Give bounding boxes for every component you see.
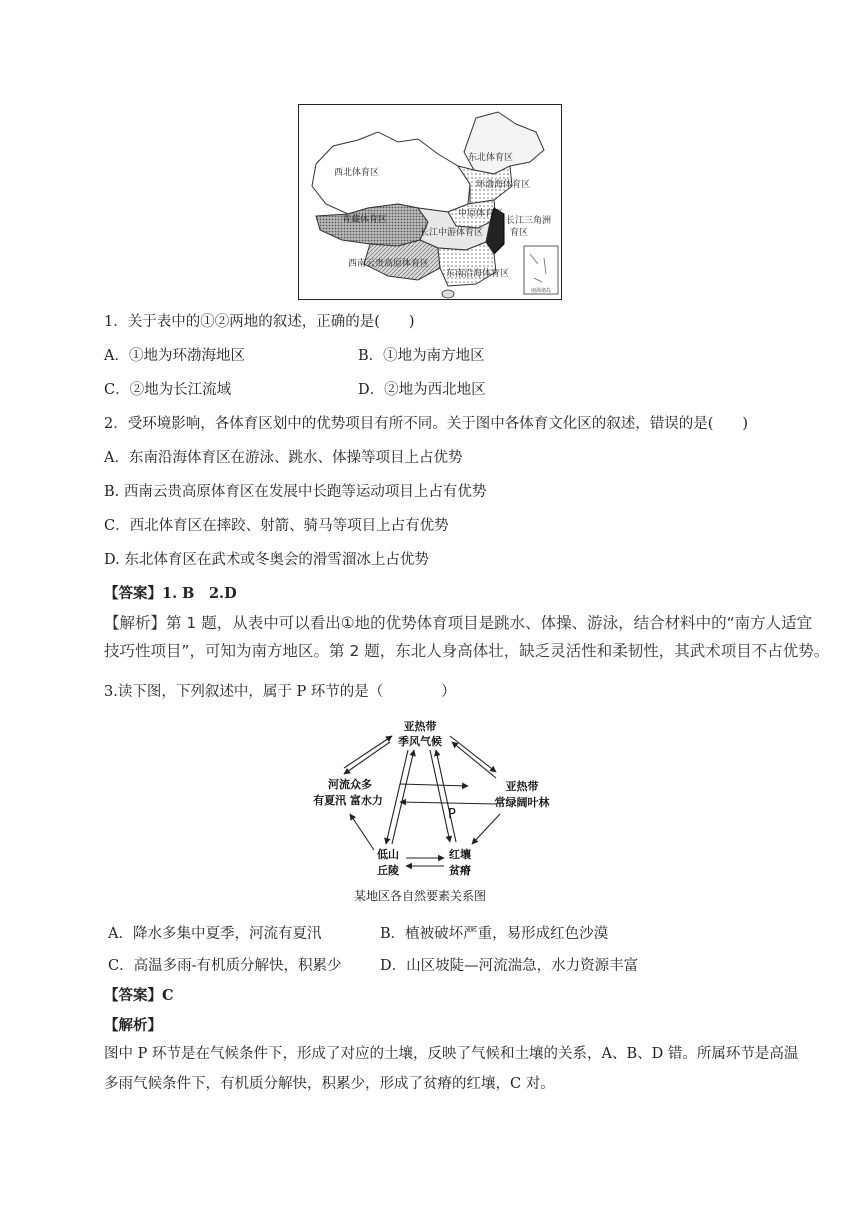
label-northeast: 东北体育区 xyxy=(468,153,514,163)
q1-option-d: D．②地为西北地区 xyxy=(358,382,486,398)
label-northwest: 西北体育区 xyxy=(334,168,380,178)
q2-option-a: A．东南沿海体育区在游泳、跳水、体操等项目上占优势 xyxy=(104,450,463,466)
analysis-3-title: 【解析】 xyxy=(104,1017,162,1034)
arrow-river-forest xyxy=(400,784,468,786)
analysis-3-line1: 图中 P 环节是在气候条件下，形成了对应的土壤，反映了气候和土壤的关系，A、B、D 错。所属环节是高温 xyxy=(104,1046,799,1062)
label-southeast: 东南沿海体育区 xyxy=(446,269,510,279)
q1-option-b: B．①地为南方地区 xyxy=(358,348,485,364)
q1-option-c: C．②地为长江流域 xyxy=(104,382,232,398)
q2-option-b: B. 西南云贵高原体育区在发展中长跑等运动项目上占有优势 xyxy=(104,484,487,500)
q2-stem: 2．受环境影响，各体育区划中的优势项目有所不同。关于图中各体育文化区的叙述，错误的是( ) xyxy=(104,416,749,432)
node-hills-1: 低山 xyxy=(377,848,399,861)
arrow-climate-forest xyxy=(450,736,496,772)
node-river-2: 有夏汛 富水力 xyxy=(313,794,383,807)
node-forest-1: 亚热带 xyxy=(505,780,539,793)
label-bohai: 环渤海体育区 xyxy=(476,180,531,190)
arrow-p-climate-soil xyxy=(430,750,450,842)
label-qingzang: 青藏体育区 xyxy=(342,215,388,225)
arrow-soil-climate xyxy=(436,750,456,842)
arrow-climate-river xyxy=(344,742,390,774)
analysis-1-2-line2: 技巧性项目”，可知为南方地区。第 2 题，东北人身高体壮，缺乏灵活性和柔韧性，其武术项目不占优势。 xyxy=(104,642,830,660)
label-yangtze-delta-2: 育区 xyxy=(510,228,529,238)
q2-option-c: C．西北体育区在摔跤、射箭、骑马等项目上占有优势 xyxy=(104,518,449,534)
inset-label: 南海诸岛 xyxy=(530,288,552,294)
answer-1-2: 【答案】1. B 2.D xyxy=(104,585,237,602)
label-yangtze-middle: 长江中游体育区 xyxy=(420,228,484,238)
q3-option-a: A．降水多集中夏季，河流有夏汛 xyxy=(108,926,322,942)
node-climate-1: 亚热带 xyxy=(403,720,437,733)
natural-elements-diagram xyxy=(300,712,560,912)
q2-option-d: D. 东北体育区在武术或冬奥会的滑雪溜冰上占优势 xyxy=(104,552,429,568)
label-yangtze-delta: 长江三角洲 xyxy=(506,216,552,226)
arrow-river-climate xyxy=(344,736,392,768)
analysis-1-2-line1: 【解析】第 1 题，从表中可以看出①地的优势体育项目是跳水、体操、游泳，结合材料中的“南方人适宜 xyxy=(104,614,813,632)
q1-stem: 1．关于表中的①②两地的叙述，正确的是( ) xyxy=(104,314,415,330)
node-forest-2: 常绿阔叶林 xyxy=(494,796,550,809)
china-sports-regions-map xyxy=(298,104,562,300)
arrow-forest-climate xyxy=(452,742,496,778)
q3-stem: 3.读下图，下列叙述中，属于 P 环节的是（ ） xyxy=(104,684,456,700)
node-climate-2: 季风气候 xyxy=(398,735,442,748)
label-southwest: 西南云贵高原体育区 xyxy=(348,259,430,269)
node-soil-2: 贫瘠 xyxy=(449,864,471,877)
node-soil-1: 红壤 xyxy=(449,848,471,861)
answer-3: 【答案】C xyxy=(104,987,174,1004)
q1-option-a: A．①地为环渤海地区 xyxy=(104,348,245,364)
node-hills-2: 丘陵 xyxy=(377,864,399,877)
q3-option-b: B．植被破坏严重，易形成红色沙漠 xyxy=(380,926,609,942)
diagram-caption: 某地区各自然要素关系图 xyxy=(353,889,487,903)
analysis-3-line2: 多雨气候条件下，有机质分解快，积累少，形成了贫瘠的红壤，C 对。 xyxy=(104,1076,555,1092)
label-zhongyuan: 中原体育区 xyxy=(458,209,504,219)
arrow-climate-hills xyxy=(386,750,408,844)
p-label: P xyxy=(448,807,456,822)
arrow-forest-soil xyxy=(472,814,500,844)
arrow-hills-river xyxy=(350,814,374,850)
node-river-1: 河流众多 xyxy=(328,778,372,791)
q3-option-c: C．高温多雨-有机质分解快，积累少 xyxy=(108,958,342,974)
q3-option-d: D．山区坡陡—河流湍急，水力资源丰富 xyxy=(380,958,639,974)
arrow-hills-climate xyxy=(392,750,414,844)
